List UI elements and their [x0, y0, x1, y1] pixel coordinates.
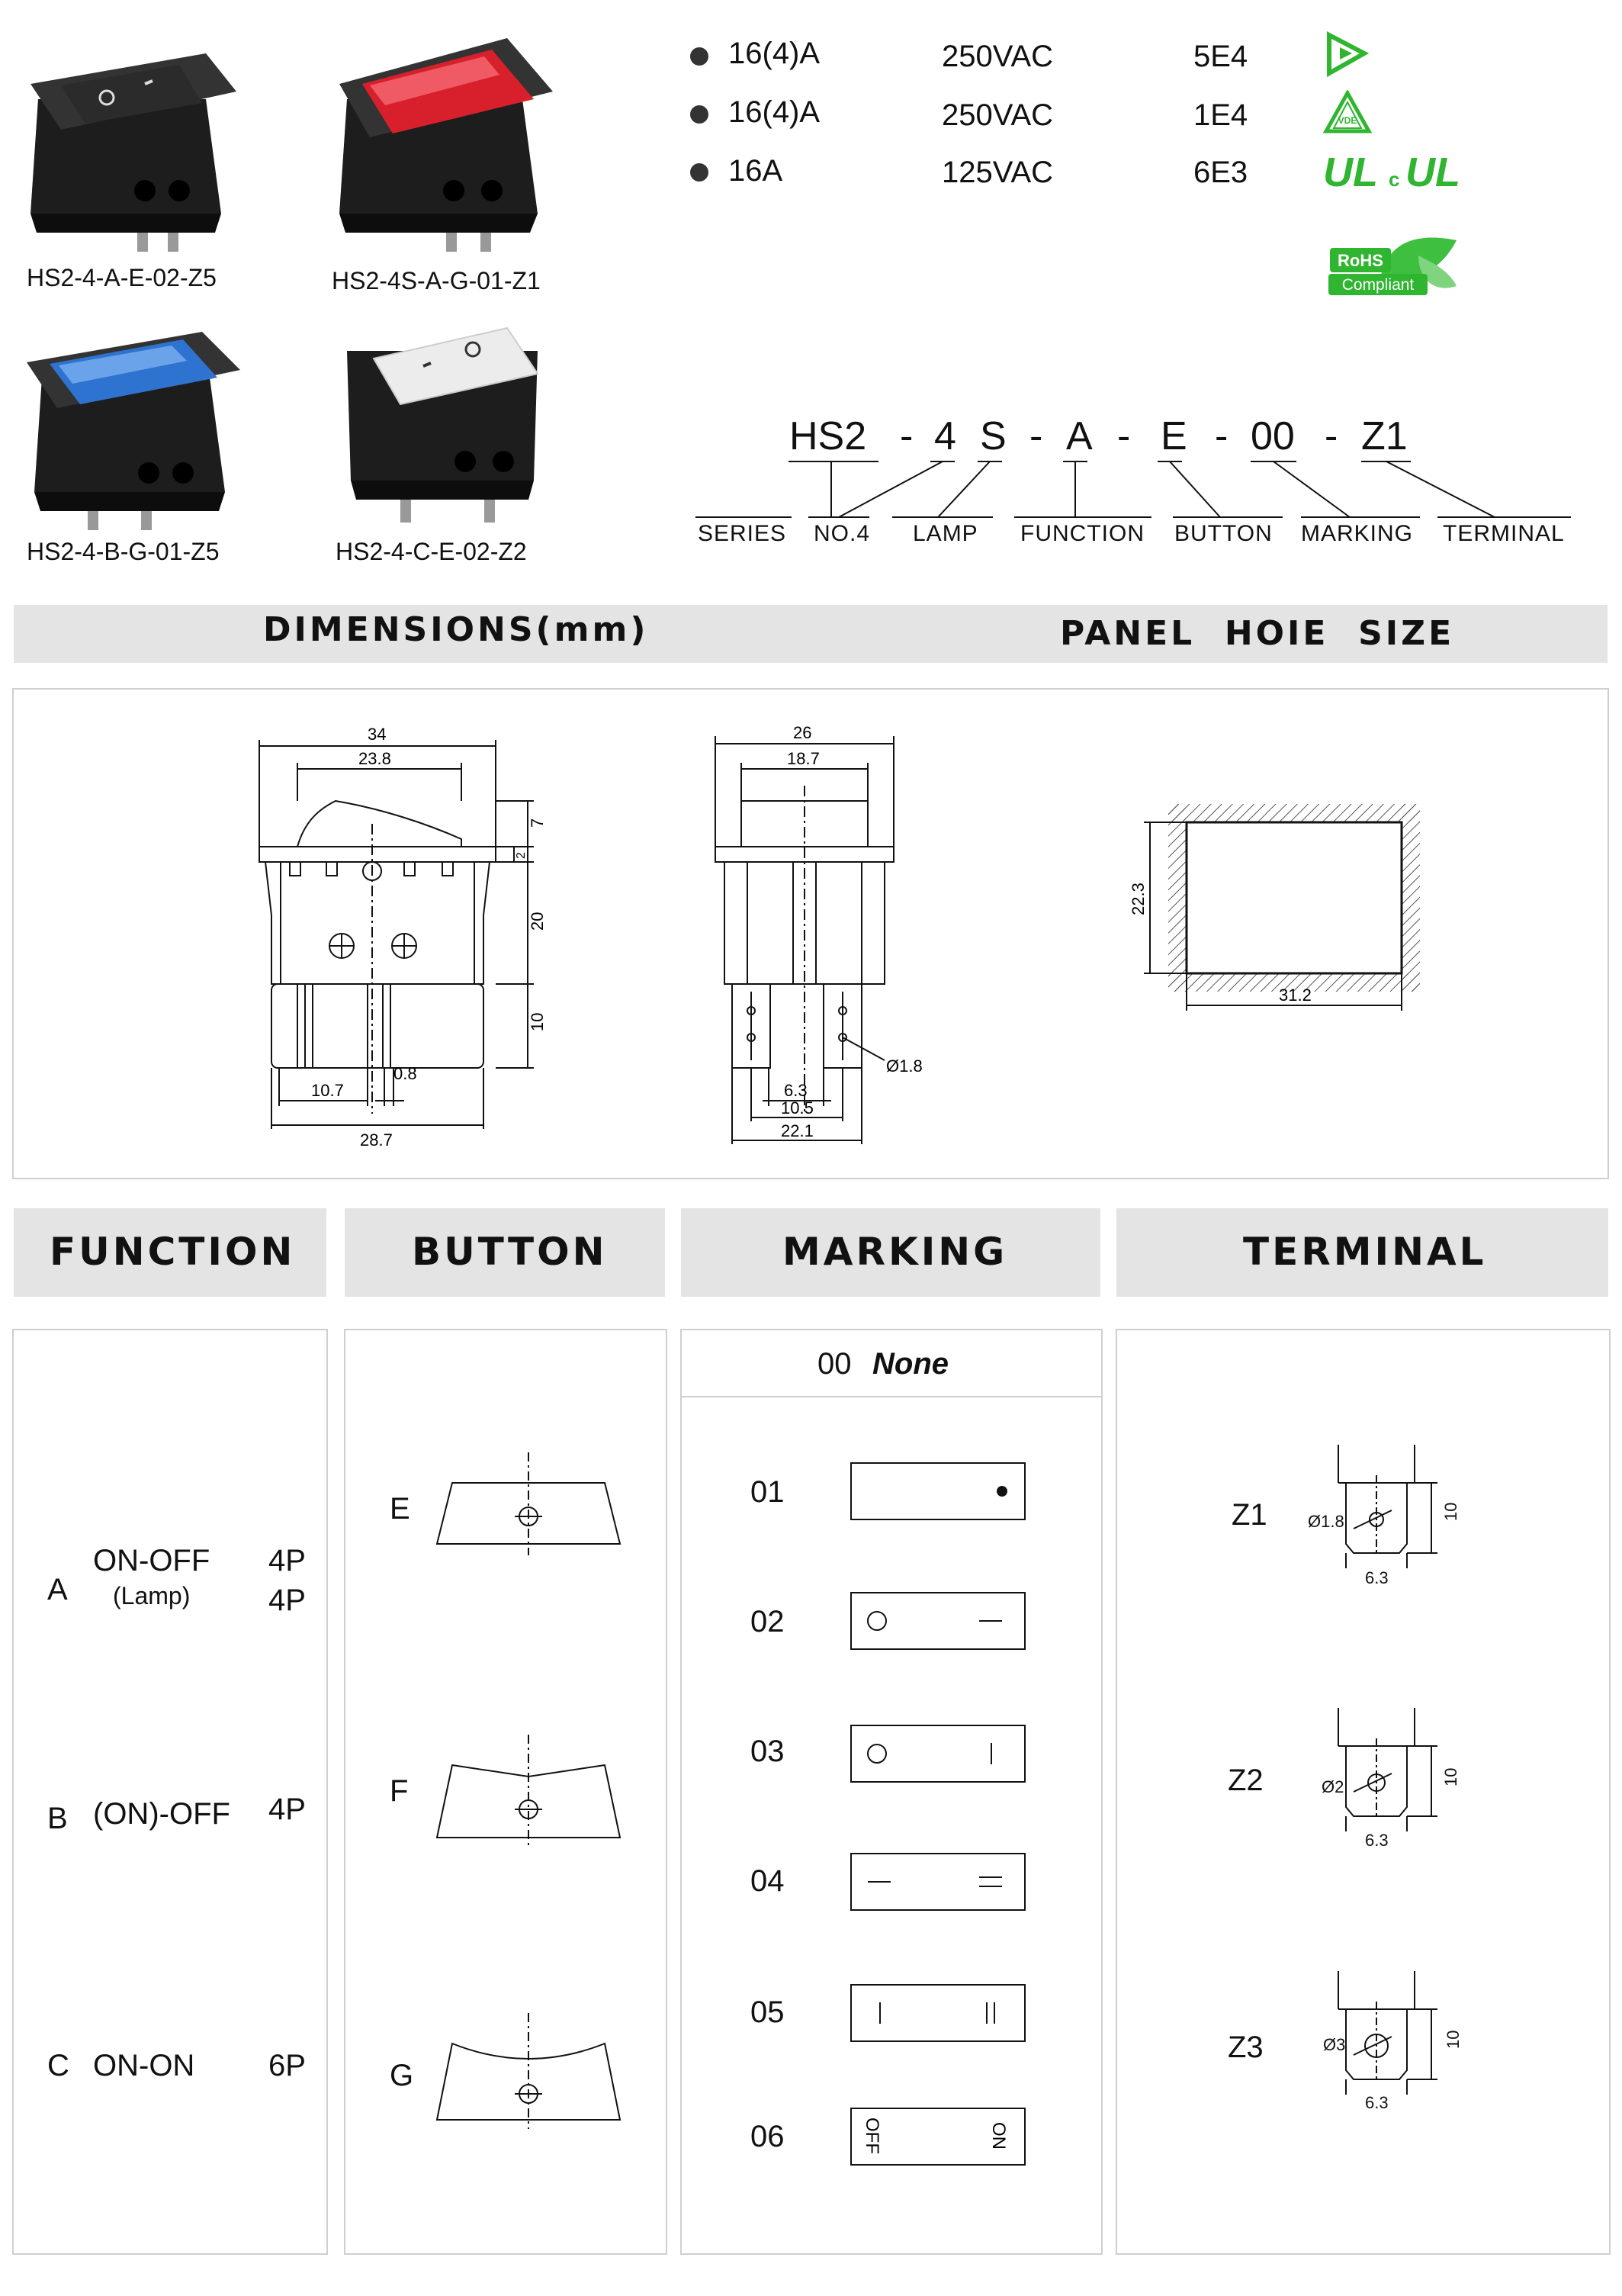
function-sub: (Lamp) [113, 1582, 191, 1609]
marking-none-label: None [872, 1347, 949, 1381]
marking-none-code: 00 [817, 1347, 852, 1381]
marking-05-rocker [850, 1983, 1026, 2043]
pn-marking: 00 [1251, 414, 1295, 458]
svg-text:31.2: 31.2 [1279, 986, 1312, 1005]
svg-text:UL: UL [1323, 150, 1378, 195]
marking-panel [680, 1329, 1103, 2255]
terminal-z3-drawing [1308, 1963, 1460, 2101]
marking-code: 06 [750, 2120, 785, 2153]
rating-voltage: 250VAC [942, 40, 1054, 73]
svg-text:10.7: 10.7 [311, 1081, 344, 1100]
pn-label-function: FUNCTION [1020, 521, 1145, 546]
svg-text:c: c [1389, 168, 1400, 191]
svg-text:10.5: 10.5 [781, 1098, 814, 1117]
bullet-icon [690, 163, 708, 182]
terminal-width: 6.3 [1365, 2093, 1389, 2112]
terminal-code: Z1 [1232, 1498, 1267, 1532]
pn-sep: - [900, 414, 914, 458]
svg-text:20: 20 [528, 912, 547, 931]
panel-title: PANEL HOIE SIZE [1060, 614, 1455, 653]
pn-sep: - [1215, 414, 1229, 458]
terminal-width: 6.3 [1365, 1568, 1389, 1587]
svg-text:UL: UL [1405, 150, 1460, 195]
button-code: F [390, 1774, 409, 1808]
marking-code: 04 [750, 1864, 785, 1898]
svg-text:34: 34 [368, 725, 387, 744]
pn-no: 4 [934, 414, 956, 458]
button-code: G [390, 2059, 414, 2092]
terminal-height: 10 [1441, 1502, 1460, 1521]
rohs-compliant-icon [1327, 225, 1460, 301]
function-poles: 6P [268, 2049, 306, 2082]
bullet-icon [690, 105, 708, 124]
svg-text:Compliant: Compliant [1341, 276, 1415, 294]
svg-text:OFF: OFF [862, 2118, 882, 2154]
terminal-hole: Ø3 [1323, 2035, 1346, 2054]
svg-text:ON: ON [988, 2122, 1009, 2150]
rating-cycles: 5E4 [1193, 40, 1248, 73]
svg-text:22.3: 22.3 [1129, 883, 1148, 915]
pn-sep: - [1029, 414, 1043, 458]
marking-code: 05 [750, 1995, 785, 2029]
pn-lamp: S [980, 414, 1007, 458]
rating-voltage: 250VAC [942, 98, 1054, 132]
button-g-shape [429, 2005, 628, 2131]
marking-06-rocker [850, 2107, 1026, 2166]
button-f-shape [429, 1727, 628, 1849]
product-label-4: HS2-4-C-E-02-Z2 [336, 538, 527, 565]
product-label-1: HS2-4-A-E-02-Z5 [27, 264, 217, 291]
terminal-z2-drawing [1308, 1700, 1460, 1838]
terminal-title: TERMINAL [1243, 1230, 1487, 1274]
pn-sep: - [1325, 414, 1338, 458]
svg-text:RoHS: RoHS [1338, 251, 1383, 270]
marking-code: 02 [750, 1605, 785, 1638]
function-code: C [47, 2049, 69, 2082]
svg-text:22.1: 22.1 [781, 1121, 814, 1140]
function-name: ON-OFF [93, 1544, 210, 1577]
svg-text:23.8: 23.8 [358, 749, 391, 768]
svg-text:10: 10 [528, 1012, 547, 1031]
bullet-icon [690, 47, 708, 66]
switch-photo-black [15, 38, 244, 252]
pn-button: E [1161, 414, 1187, 458]
pn-sep: - [1117, 414, 1131, 458]
panel-hole-drawing [1113, 793, 1434, 1022]
pn-function: A [1066, 414, 1093, 458]
triangle-cert-icon [1323, 31, 1369, 78]
marking-02-rocker [850, 1591, 1026, 1651]
svg-text:7: 7 [528, 818, 547, 828]
ul-cert-icon [1323, 150, 1476, 195]
switch-photo-red [324, 31, 560, 252]
rating-cycles: 1E4 [1193, 98, 1248, 132]
product-label-3: HS2-4-B-G-01-Z5 [27, 538, 220, 565]
product-label-2: HS2-4S-A-G-01-Z1 [332, 267, 541, 294]
button-title: BUTTON [412, 1230, 608, 1274]
pn-label-no: NO.4 [814, 521, 871, 546]
svg-text:Ø1.8: Ø1.8 [886, 1056, 923, 1076]
button-panel [344, 1329, 667, 2255]
button-code: E [390, 1492, 410, 1526]
rating-voltage: 125VAC [942, 156, 1054, 189]
svg-text:26: 26 [793, 723, 812, 742]
svg-text:0.8: 0.8 [393, 1064, 417, 1083]
marking-code: 01 [750, 1475, 785, 1509]
terminal-code: Z3 [1228, 2031, 1264, 2064]
svg-text:18.7: 18.7 [787, 749, 820, 768]
side-view-drawing [702, 717, 961, 1159]
function-name: (ON)-OFF [93, 1797, 230, 1831]
pn-connector-lines [686, 458, 1586, 526]
terminal-width: 6.3 [1365, 1831, 1389, 1850]
terminal-hole: Ø1.8 [1308, 1512, 1344, 1531]
function-poles: 4P [268, 1544, 306, 1577]
function-code: B [47, 1802, 68, 1835]
pn-label-series: SERIES [698, 521, 787, 546]
marking-04-rocker [850, 1852, 1026, 1912]
rating-current: 16(4)A [728, 95, 821, 129]
rating-current: 16(4)A [728, 37, 821, 70]
dimensions-title: DIMENSIONS(mm) [263, 610, 649, 649]
marking-03-rocker [850, 1724, 1026, 1783]
terminal-height: 10 [1441, 1767, 1460, 1786]
marking-code: 03 [750, 1735, 785, 1768]
marking-title: MARKING [782, 1230, 1008, 1274]
terminal-hole: Ø2 [1322, 1777, 1344, 1796]
marking-01-rocker [850, 1462, 1026, 1521]
button-e-shape [429, 1445, 628, 1559]
switch-photo-blue [19, 317, 248, 530]
terminal-panel [1116, 1329, 1611, 2255]
pn-label-terminal: TERMINAL [1443, 521, 1565, 546]
function-panel [12, 1329, 328, 2255]
pn-series: HS2 [789, 414, 867, 458]
terminal-z1-drawing [1308, 1437, 1460, 1574]
rating-cycles: 6E3 [1193, 156, 1248, 189]
rating-current: 16A [728, 154, 783, 188]
svg-text:VDE: VDE [1338, 115, 1357, 126]
terminal-code: Z2 [1228, 1764, 1264, 1797]
front-view-drawing [244, 717, 564, 1159]
pn-label-button: BUTTON [1174, 521, 1273, 546]
pn-label-lamp: LAMP [913, 521, 978, 546]
function-name: ON-ON [93, 2049, 195, 2082]
svg-text:2: 2 [515, 852, 528, 859]
pn-terminal: Z1 [1361, 414, 1408, 458]
function-code: A [47, 1573, 68, 1606]
function-poles: 4P [268, 1793, 306, 1826]
vde-cert-icon [1323, 90, 1372, 134]
function-title: FUNCTION [50, 1230, 296, 1274]
terminal-height: 10 [1444, 2030, 1463, 2049]
switch-photo-white [332, 305, 553, 526]
pn-label-marking: MARKING [1301, 521, 1414, 546]
svg-text:28.7: 28.7 [360, 1130, 393, 1150]
function-poles: 4P [268, 1584, 306, 1617]
svg-text:6.3: 6.3 [784, 1081, 808, 1100]
